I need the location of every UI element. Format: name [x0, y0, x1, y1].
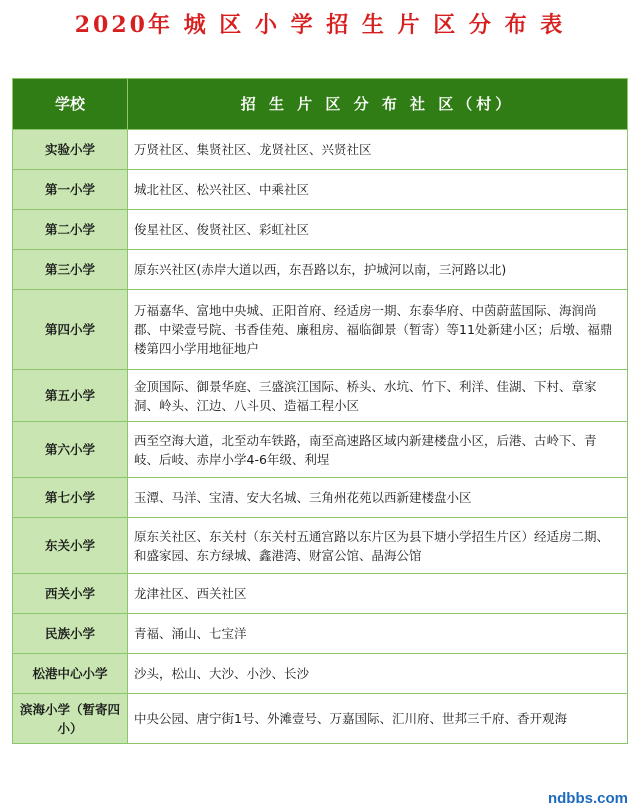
enrollment-table: [12, 78, 628, 744]
table-row: [13, 422, 628, 478]
area-list: 原东兴社区(赤岸大道以西，东吾路以东，护城河以南，三河路以北): [128, 250, 628, 290]
school-name: 第五小学: [13, 370, 128, 422]
area-list: 俊星社区、俊贤社区、彩虹社区: [128, 210, 628, 250]
school-name: 第七小学: [13, 478, 128, 518]
table-row: [13, 250, 628, 290]
school-name: 滨海小学（暂寄四小）: [13, 694, 128, 744]
table-row: [13, 370, 628, 422]
school-name: 西关小学: [13, 574, 128, 614]
area-list: 西至空海大道，北至动车铁路，南至高速路区域内新建楼盘小区，后港、古岭下、青岐、后岐、赤岸小学4-6年级、利埕: [128, 422, 628, 478]
area-list: 青福、涌山、七宝洋: [128, 614, 628, 654]
area-list: 原东关社区、东关村（东关村五通宫路以东片区为县下塘小学招生片区）经适房二期、和盛家园、东方绿城、鑫港湾、财富公馆、晶海公馆: [128, 518, 628, 574]
area-list: 城北社区、松兴社区、中乘社区: [128, 170, 628, 210]
site-watermark: ndbbs.com: [547, 790, 628, 807]
school-name: 第六小学: [13, 422, 128, 478]
column-header-area: 招 生 片 区 分 布 社 区（村）: [128, 79, 628, 130]
table-row: [13, 290, 628, 370]
table-row: [13, 518, 628, 574]
table-header-row: [13, 79, 628, 130]
school-name: 第四小学: [13, 290, 128, 370]
column-header-school: 学校: [13, 79, 128, 130]
table-row: [13, 694, 628, 744]
school-name: 第二小学: [13, 210, 128, 250]
area-list: 万贤社区、集贤社区、龙贤社区、兴贤社区: [128, 130, 628, 170]
school-name: 东关小学: [13, 518, 128, 574]
area-list: 金顶国际、御景华庭、三盛滨江国际、桥头、水坑、竹下、利洋、佳湖、下村、章家洞、岭头、江边、八斗贝、造福工程小区: [128, 370, 628, 422]
school-name: 第一小学: [13, 170, 128, 210]
area-list: 龙津社区、西关社区: [128, 574, 628, 614]
table-row: [13, 130, 628, 170]
area-list: 万福嘉华、富地中央城、正阳首府、经适房一期、东泰华府、中茵蔚蓝国际、海润尚郡、中梁壹号院、书香佳苑、廉租房、福临御景（暂寄）等11处新建小区；后墩、福鼎楼第四小学用地征地户: [128, 290, 628, 370]
school-name: 实验小学: [13, 130, 128, 170]
school-name: 第三小学: [13, 250, 128, 290]
school-name: 民族小学: [13, 614, 128, 654]
page-title: 2020年 城 区 小 学 招 生 片 区 分 布 表: [74, 12, 566, 38]
area-list: 沙头，松山、大沙、小沙、长沙: [128, 654, 628, 694]
area-list: 中央公园、唐宁街1号、外滩壹号、万嘉国际、汇川府、世邦三千府、香开观海: [128, 694, 628, 744]
table-row: [13, 614, 628, 654]
school-name: 松港中心小学: [13, 654, 128, 694]
table-row: [13, 170, 628, 210]
table-row: [13, 654, 628, 694]
table-row: [13, 210, 628, 250]
table-row: [13, 574, 628, 614]
area-list: 玉潭、马洋、宝清、安大名城、三角州花苑以西新建楼盘小区: [128, 478, 628, 518]
table-row: [13, 478, 628, 518]
